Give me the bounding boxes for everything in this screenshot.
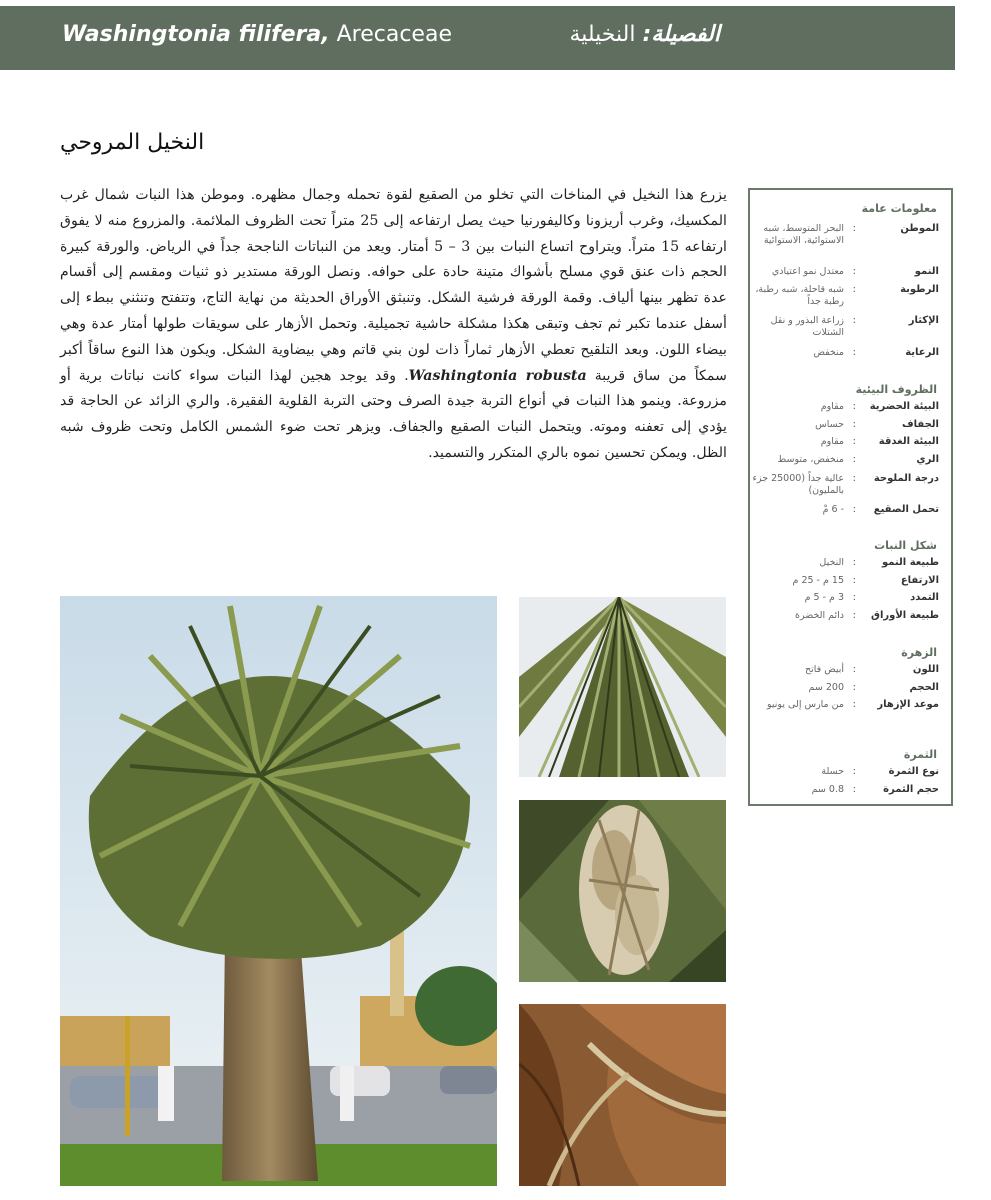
info-row — [760, 557, 939, 575]
info-separator: : — [852, 347, 856, 358]
info-separator: : — [852, 592, 856, 603]
info-separator: : — [852, 575, 856, 586]
page-title: النخيل المروحي — [60, 130, 205, 155]
family-label: الفصيلة: — [642, 22, 720, 47]
latin-name: Washingtonia filifera, — [62, 22, 330, 47]
info-row — [760, 766, 939, 784]
palm-flower-photo — [519, 800, 726, 982]
info-row — [760, 682, 939, 700]
info-value: 0.8 سم — [811, 784, 844, 795]
info-row — [760, 454, 939, 472]
info-key: البيئة الغدقة — [878, 436, 939, 447]
info-key: موعد الإزهار — [877, 699, 939, 710]
info-value: 3 م - 5 م — [804, 592, 844, 603]
info-row — [760, 401, 939, 419]
info-value: معتدل نمو اعتيادي — [771, 266, 844, 277]
info-row — [760, 436, 939, 454]
section-flower-title: الزهرة — [901, 646, 937, 659]
info-value: عالية جداً (25000 جزء بالمليون) — [752, 473, 844, 496]
info-value: مقاوم — [820, 436, 844, 447]
info-key: حجم الثمرة — [883, 784, 939, 795]
info-row — [760, 347, 939, 365]
scientific-name — [62, 22, 452, 47]
description-text — [60, 183, 727, 467]
info-row — [760, 315, 939, 338]
info-row — [760, 784, 939, 802]
page-header — [0, 6, 955, 70]
info-row — [760, 504, 939, 522]
info-separator: : — [852, 766, 856, 777]
info-row — [760, 610, 939, 628]
section-general-title: معلومات عامة — [861, 202, 937, 215]
family-arabic — [569, 22, 720, 47]
info-row — [760, 223, 939, 246]
info-key: الري — [916, 454, 939, 465]
section-form-title: شكل النبات — [874, 539, 937, 552]
info-row — [760, 664, 939, 682]
info-separator: : — [852, 664, 856, 675]
section-environment-title: الظروف البيئية — [855, 383, 937, 396]
info-row — [760, 266, 939, 284]
info-value: - 6 مْ — [822, 504, 844, 515]
info-key: نوع الثمرة — [888, 766, 939, 777]
info-value: 15 م - 25 م — [792, 575, 844, 586]
info-value: من مارس إلى يونيو — [767, 699, 844, 710]
info-separator: : — [852, 436, 856, 447]
info-row — [760, 419, 939, 437]
info-row — [755, 284, 939, 307]
info-key: النمو — [914, 266, 939, 277]
info-key: طبيعة النمو — [881, 557, 939, 568]
info-value: 200 سم — [808, 682, 844, 693]
info-separator: : — [852, 699, 856, 710]
info-separator: : — [852, 315, 856, 326]
latin-relative-name: Washingtonia robusta — [408, 367, 587, 384]
info-value: مقاوم — [820, 401, 844, 412]
info-value: النخيل — [819, 557, 844, 568]
info-value: حساس — [815, 419, 844, 430]
description-part-2: . وقد يوجد هجين لهذا النبات سواء كانت نباتات برية أو مزروعة. وينمو هذا النبات في أنواع التربة جيدة الصرف وحتى التربة القلوية الفقيرة. والري الزائد عن الحاجة قد يؤدي إلى تعفنه وموته. ويتحمل النبات الصقيع والجفاف. ويزهر تحت ضوء الشمس الكامل وتحت ظروف شبه الظل. ويمكن تحسين نموه بالري المتكرر والتسميد. — [60, 367, 727, 461]
info-separator: : — [852, 784, 856, 795]
info-value: زراعة البذور و نقل الشتلات — [770, 315, 844, 338]
info-row — [760, 699, 939, 717]
info-key: درجة الملوحة — [873, 473, 939, 484]
info-panel — [748, 188, 953, 806]
info-key: اللون — [912, 664, 939, 675]
info-separator: : — [852, 419, 856, 430]
info-row — [752, 473, 939, 496]
info-separator: : — [852, 504, 856, 515]
info-separator: : — [852, 284, 856, 295]
info-row — [760, 592, 939, 610]
description-part-1: يزرع هذا النخيل في المناخات التي تخلو من الصقيع لقوة تحمله وجمال مظهره. وموطن هذا النبات شمال غرب المكسيك، وغرب أريزونا وكاليفورنيا حيث يصل ارتفاعه إلى 25 متراً تحت الظروف الملائمة. والمزروع منه لا يفوق ارتفاعه 15 متراً. ويتراوح اتساع النبات بين 3 – 5 أمتار. ويعد من النباتات الناجحة جداً في الرياض. والورقة كبيرة الحجم ذات عنق قوي مسلح بأشواك متينة حادة على حوافه. ونصل الورقة مستدير ذو ثنيات ومقسم إلى أقسام عدة تظهر بينها ألياف. وقمة الورقة فرشية الشكل. وتنبثق الأوراق الحديثة من نهاية التاج، وتتفتح وتنثني ببطء إلى أسفل عندما تكبر ثم تجف وتبقى هكذا مشكلة حاشية تجميلية. وتحمل الأزهار على سويقات طولها أمتار عدة وهي بيضاء اللون. وبعد التلقيح تعطي الأزهار ثماراً ذات لون بني قاتم وهي بيضاوية الشكل. ويكون هذا النوع ساقاً أكبر سمكاً من ساق قريبة — [60, 187, 727, 384]
section-fruit-title: الثمرة — [903, 748, 937, 761]
info-value: منخفض — [813, 347, 844, 358]
info-key: البيئة الحضرية — [869, 401, 939, 412]
info-separator: : — [852, 266, 856, 277]
info-value: أبيض فاتح — [804, 664, 844, 675]
info-value: دائم الخضرة — [795, 610, 844, 621]
info-key: تحمل الصقيع — [873, 504, 939, 515]
info-value: شبه قاحلة، شبه رطبة، رطبة جداً — [755, 284, 844, 307]
info-key: الارتفاع — [900, 575, 939, 586]
info-separator: : — [852, 557, 856, 568]
info-separator: : — [852, 223, 856, 234]
info-key: الإكثار — [908, 315, 939, 326]
info-key: الجفاف — [902, 419, 939, 430]
info-separator: : — [852, 473, 856, 484]
info-value: منخفض، متوسط — [777, 454, 844, 465]
info-separator: : — [852, 454, 856, 465]
info-key: الموطن — [900, 223, 939, 234]
info-key: الحجم — [909, 682, 939, 693]
info-key: الرعاية — [905, 347, 939, 358]
palm-trunk-photo — [519, 1004, 726, 1186]
info-separator: : — [852, 401, 856, 412]
info-key: الرطوبة — [900, 284, 939, 295]
family-english: Arecaceae — [336, 22, 452, 47]
info-row — [760, 575, 939, 593]
info-value: حسلة — [821, 766, 844, 777]
palm-leaf-photo — [519, 597, 726, 777]
info-separator: : — [852, 610, 856, 621]
info-separator: : — [852, 682, 856, 693]
info-key: التمدد — [910, 592, 939, 603]
family-name-ar: النخيلية — [569, 22, 636, 47]
palm-tree-photo — [60, 596, 497, 1186]
info-key: طبيعة الأوراق — [871, 610, 939, 621]
info-value: البحر المتوسط، شبه الاستوائية، الاستوائية — [763, 223, 844, 246]
